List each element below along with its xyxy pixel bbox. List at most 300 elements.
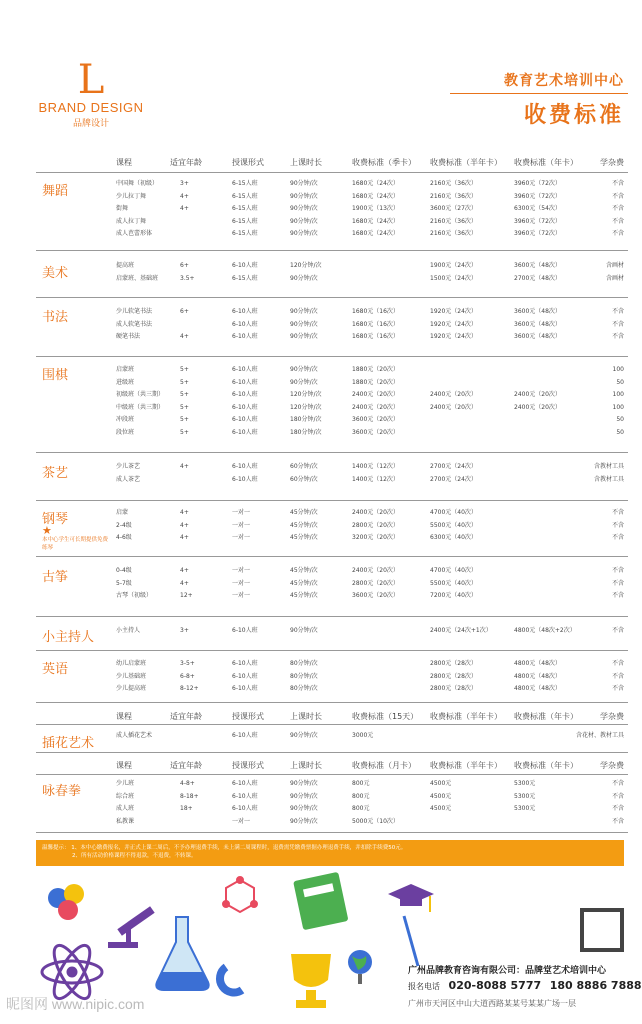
table-cell: 1400元（12次） (352, 475, 399, 483)
table-cell: 一对一 (232, 509, 251, 516)
tips-banner (36, 840, 624, 866)
table-cell: 6-10人班 (232, 308, 258, 315)
table-cell: 不含 (611, 592, 624, 600)
graduation-cap-icon (386, 880, 436, 970)
table-cell: 6-10人班 (232, 333, 258, 341)
table-cell: 少儿提高班 (116, 685, 147, 693)
table-cell: 1680元（16次） (352, 320, 399, 328)
table-cell: 50 (616, 416, 624, 424)
table-cell: 3+ (180, 627, 189, 634)
table-cell: 120分钟/次 (290, 391, 322, 399)
table-cell: 启蒙 (116, 509, 129, 516)
table-cell: 4+ (180, 192, 189, 200)
table-cell: 不含 (611, 192, 624, 200)
table-cell: 4-8+ (180, 780, 195, 787)
table-cell: 不含 (611, 627, 624, 634)
table-cell: 2400元（20次） (352, 391, 399, 399)
table-cell: 2400元（20次） (352, 567, 399, 574)
page-title: 收费标准 (523, 103, 624, 128)
table-cell: 1900元（24次） (430, 262, 477, 269)
table-cell: 2800元（28次） (430, 660, 477, 667)
table-cell: 800元 (352, 780, 370, 787)
table-cell: 2-4级 (116, 521, 132, 529)
table-cell: 4700元（40次） (430, 567, 477, 574)
table-cell: 1680元（24次） (352, 180, 399, 187)
molecule-icon (48, 884, 84, 920)
column-header: 收费标准（半年卡） (430, 158, 502, 167)
category-label: 美术 (42, 266, 69, 281)
table-cell: 45分钟/次 (290, 567, 318, 574)
table-cell: 5+ (180, 391, 189, 399)
table-cell: 6-15人班 (232, 192, 258, 200)
column-header: 收费标准（年卡） (514, 158, 578, 167)
table-cell: 45分钟/次 (290, 509, 318, 516)
table-cell: 90分钟/次 (290, 780, 318, 787)
table-cell: 1920元（24次） (430, 308, 477, 315)
brand-logo (36, 57, 146, 129)
table-cell: 50 (616, 378, 624, 386)
table-cell: 90分钟/次 (290, 308, 318, 315)
table-cell: 成人芭蕾形体 (116, 230, 153, 238)
table-cell: 2400元（20次） (514, 391, 561, 399)
category-label: 插花艺术 (42, 736, 95, 751)
table-cell: 3600元（27次） (430, 205, 477, 213)
hexagon-molecule-icon (223, 877, 257, 912)
table-cell: 1680元（24次） (352, 230, 399, 238)
table-cell: 成人插花艺术 (116, 732, 153, 739)
table-cell: 6-15人班 (232, 205, 258, 213)
table-cell: 6+ (180, 262, 189, 269)
table-cell: 硬笔书法 (116, 333, 141, 341)
table-cell: 2700元（24次） (430, 463, 477, 470)
table-cell: 800元 (352, 792, 370, 800)
column-header: 收费标准（年卡） (514, 712, 578, 721)
section-divider (36, 650, 628, 651)
table-cell: 90分钟/次 (290, 805, 318, 813)
table-cell: 6-10人班 (232, 660, 258, 667)
table-cell: 120分钟/次 (290, 262, 322, 269)
table-cell: 4+ (180, 463, 189, 470)
table-cell: 4500元 (430, 805, 452, 813)
table-cell: 5300元 (514, 792, 536, 800)
table-cell: 60分钟/次 (290, 475, 318, 483)
column-header: 授课形式 (232, 158, 264, 167)
footer-company: 广州品牌教育咨询有限公司：品牌堂艺术培训中心 (408, 966, 607, 976)
table-cell: 8-12+ (180, 685, 199, 693)
table-cell: 90分钟/次 (290, 792, 318, 800)
table-cell: 6-10人班 (232, 429, 258, 436)
table-cell: 不含 (611, 320, 624, 328)
table-cell: 80分钟/次 (290, 685, 318, 693)
table-cell: 不含 (611, 579, 624, 587)
table-cell: 3-5+ (180, 660, 195, 667)
table-cell: 4800元（48次） (514, 685, 561, 693)
section-divider (36, 297, 628, 298)
header-divider (36, 724, 628, 725)
table-cell: 50 (616, 429, 624, 436)
table-cell: 3600元（20次） (352, 429, 399, 436)
table-cell: 启蒙班 (116, 366, 135, 373)
category-label: 英语 (42, 662, 69, 677)
table-cell: 2800元（20次） (352, 579, 399, 587)
table-cell: 5-7级 (116, 579, 132, 587)
category-label: 茶艺 (42, 466, 69, 481)
table-cell: 90分钟/次 (290, 320, 318, 328)
table-cell: 2400元（24次+1次） (430, 627, 492, 634)
table-cell: 5+ (180, 378, 189, 386)
table-cell: 不含 (611, 217, 624, 225)
table-cell: 含画材 (605, 274, 624, 282)
column-header: 收费标准（15天） (352, 712, 419, 721)
column-header: 适宜年龄 (170, 158, 202, 167)
table-cell: 不含 (611, 509, 624, 516)
column-header: 上课时长 (290, 712, 322, 721)
brand-name: BRAND DESIGN (38, 100, 144, 115)
header-divider (450, 93, 628, 94)
section-divider (36, 500, 628, 501)
table-cell: 7200元（40次） (430, 592, 477, 600)
table-cell: 5000元（10次） (352, 817, 399, 825)
table-cell: 4500元 (430, 792, 452, 800)
table-cell: 6-10人班 (232, 391, 258, 399)
table-cell: 80分钟/次 (290, 660, 318, 667)
table-cell: 6-10人班 (232, 685, 258, 693)
table-cell: 45分钟/次 (290, 534, 318, 542)
table-cell: 一对一 (232, 579, 251, 587)
table-cell: 初级班（共三期） (116, 391, 165, 399)
table-cell: 不含 (611, 780, 624, 787)
table-cell: 不含 (611, 534, 624, 542)
table-cell: 4-6级 (116, 534, 132, 542)
table-cell: 1680元（24次） (352, 192, 399, 200)
table-cell: 2400元（20次） (352, 403, 399, 411)
table-cell: 4800元（48次） (514, 660, 561, 667)
table-cell: 90分钟/次 (290, 205, 318, 213)
table-cell: 一对一 (232, 534, 251, 542)
table-cell: 成人拉丁舞 (116, 217, 147, 225)
table-cell: 2160元（36次） (430, 192, 477, 200)
table-cell: 冲段班 (116, 416, 135, 424)
table-cell: 不含 (611, 180, 624, 187)
table-cell: 90分钟/次 (290, 180, 318, 187)
table-cell: 90分钟/次 (290, 333, 318, 341)
column-header: 学杂费 (600, 761, 624, 770)
table-cell: 6-10人班 (232, 262, 258, 269)
table-cell: 不含 (611, 817, 624, 825)
table-cell: 3+ (180, 180, 189, 187)
table-cell: 180分钟/次 (290, 429, 322, 436)
table-cell: 成人茶艺 (116, 475, 141, 483)
table-cell: 1880元（20次） (352, 378, 399, 386)
column-header: 授课形式 (232, 761, 264, 770)
column-header: 收费标准（年卡） (514, 761, 578, 770)
category-label: 书法 (42, 310, 69, 325)
table-cell: 1680元（24次） (352, 217, 399, 225)
table-cell: 6-15人班 (232, 230, 258, 238)
table-cell: 6-10人班 (232, 320, 258, 328)
footer-phone (408, 979, 642, 992)
table-cell: 90分钟/次 (290, 366, 318, 373)
table-cell: 1920元（24次） (430, 320, 477, 328)
category-label: 钢琴 (42, 512, 69, 527)
table-cell: 私教课 (116, 817, 135, 825)
table-cell: 4800元（48次） (514, 672, 561, 680)
table-cell: 6-10人班 (232, 463, 258, 470)
category-label: 小主持人 (42, 630, 95, 645)
table-cell: 不含 (611, 685, 624, 693)
column-header: 收费标准（季卡） (352, 158, 416, 167)
table-cell: 100 (612, 366, 624, 373)
table-cell: 3200元（20次） (352, 534, 399, 542)
table-cell: 3960元（72次） (514, 180, 561, 187)
table-cell: 一对一 (232, 521, 251, 529)
magnet-icon (220, 967, 242, 993)
table-cell: 4+ (180, 567, 189, 574)
table-cell: 提高班 (116, 262, 135, 269)
table-cell: 不含 (611, 672, 624, 680)
table-cell: 100 (612, 403, 624, 411)
table-cell: 1920元（24次） (430, 333, 477, 341)
table-cell: 1680元（16次） (352, 308, 399, 315)
column-header: 适宜年龄 (170, 761, 202, 770)
table-cell: 45分钟/次 (290, 521, 318, 529)
table-cell: 4+ (180, 205, 189, 213)
table-cell: 2400元（20次） (430, 391, 477, 399)
table-cell: 2160元（36次） (430, 180, 477, 187)
section-divider (36, 356, 628, 357)
section-divider (36, 556, 628, 557)
table-cell: 2160元（36次） (430, 217, 477, 225)
table-cell: 3000元 (352, 732, 374, 739)
header-divider (36, 774, 628, 775)
center-name: 教育艺术培训中心 (504, 73, 624, 89)
table-cell: 2400元（20次） (514, 403, 561, 411)
table-cell: 1500元（24次） (430, 274, 477, 282)
table-cell: 6-10人班 (232, 403, 258, 411)
qr-code (580, 908, 624, 952)
table-cell: 6-10人班 (232, 780, 258, 787)
table-cell: 180分钟/次 (290, 416, 322, 424)
microscope-icon (108, 906, 155, 948)
table-cell: 90分钟/次 (290, 627, 318, 634)
table-cell: 2700元（48次） (514, 274, 561, 282)
table-cell: 少儿软笔书法 (116, 308, 153, 315)
table-cell: 启蒙班、基础班 (116, 274, 159, 282)
column-header: 收费标准（月卡） (352, 761, 416, 770)
table-cell: 6-10人班 (232, 366, 258, 373)
table-cell: 90分钟/次 (290, 230, 318, 238)
header-divider (36, 172, 628, 173)
table-cell: 3960元（72次） (514, 217, 561, 225)
table-cell: 3600元（48次） (514, 262, 561, 269)
table-cell: 800元 (352, 805, 370, 813)
phone-number-2: 180 8886 7888 (549, 979, 642, 992)
brand-letter: L (77, 57, 105, 103)
table-cell: 中国舞（初级） (116, 180, 159, 187)
flask-icon (156, 917, 208, 990)
table-cell: 进级班 (116, 378, 135, 386)
section-divider (36, 752, 628, 753)
table-cell: 90分钟/次 (290, 732, 318, 739)
table-cell: 不含 (611, 792, 624, 800)
table-cell: 6300元（40次） (430, 534, 477, 542)
table-cell: 2160元（36次） (430, 230, 477, 238)
table-cell: 0-4级 (116, 567, 132, 574)
table-cell: 不含 (611, 230, 624, 238)
table-cell: 一对一 (232, 817, 251, 825)
table-cell: 4+ (180, 534, 189, 542)
watermark: 昵图网 www.nipic.com (6, 996, 145, 1012)
table-cell: 90分钟/次 (290, 217, 318, 225)
section-divider (36, 250, 628, 251)
table-cell: 1900元（13次） (352, 205, 399, 213)
table-cell: 含花材、教材工具 (575, 732, 624, 739)
column-header: 学杂费 (600, 712, 624, 721)
table-cell: 1880元（20次） (352, 366, 399, 373)
table-cell: 2700元（24次） (430, 475, 477, 483)
table-cell: 不含 (611, 333, 624, 341)
tip-line: 2、所有活动价格课程不得退款，不退费，不转课。 (72, 853, 197, 859)
table-cell: 成人软笔书法 (116, 320, 153, 328)
table-cell: 不含 (611, 660, 624, 667)
table-cell: 5+ (180, 403, 189, 411)
table-cell: 一对一 (232, 567, 251, 574)
table-cell: 含画材 (605, 262, 624, 269)
table-cell: 60分钟/次 (290, 463, 318, 470)
table-cell: 3600元（48次） (514, 308, 561, 315)
table-cell: 6+ (180, 308, 189, 315)
section-divider (36, 832, 628, 833)
brand-subtitle: 品牌设计 (72, 119, 109, 129)
column-header: 课程 (116, 761, 132, 770)
table-cell: 3600元（48次） (514, 320, 561, 328)
phone-number-1: 020-8088 5777 (448, 979, 542, 992)
table-cell: 2400元（20次） (430, 403, 477, 411)
table-cell: 段位班 (116, 429, 135, 436)
table-cell: 含教材工具 (593, 463, 624, 470)
table-cell: 街舞 (116, 205, 129, 213)
table-cell: 1400元（12次） (352, 463, 399, 470)
book-icon (293, 872, 348, 930)
table-cell: 2800元（28次） (430, 685, 477, 693)
table-cell: 3600元（20次） (352, 592, 399, 600)
table-cell: 含教材工具 (593, 475, 624, 483)
table-cell: 6300元（54次） (514, 205, 561, 213)
table-cell: 4+ (180, 333, 189, 341)
tip-line: 温馨提示： 1、本中心缴费报名，并正式上课二周后，不予办理退费手续，未上满二周课程时，退费需凭缴费票据办理退费手续，并扣除手续费50元。 (42, 845, 407, 851)
table-cell: 5300元 (514, 805, 536, 813)
column-header: 课程 (116, 712, 132, 721)
table-cell: 4800元（48次+2次） (514, 627, 576, 634)
table-cell: 100 (612, 391, 624, 399)
table-cell: 不含 (611, 521, 624, 529)
table-cell: 8-18+ (180, 792, 199, 800)
table-cell: 不含 (611, 308, 624, 315)
star-icon: ★ (42, 524, 52, 537)
table-cell: 12+ (180, 592, 193, 600)
table-cell: 古琴（初级） (116, 592, 153, 600)
table-cell: 6-10人班 (232, 805, 258, 813)
globe-icon (348, 950, 372, 984)
table-cell: 3960元（72次） (514, 192, 561, 200)
table-cell: 少儿基础班 (116, 672, 147, 680)
table-cell: 6-10人班 (232, 672, 258, 680)
trophy-icon (291, 954, 331, 1008)
table-cell: 不含 (611, 567, 624, 574)
table-cell: 2800元（20次） (352, 521, 399, 529)
table-cell: 80分钟/次 (290, 672, 318, 680)
table-cell: 成人班 (116, 805, 135, 813)
column-header: 课程 (116, 158, 132, 167)
footer-address: 广州市天河区中山大道西路某某号某某广场一层 (408, 999, 576, 1008)
table-cell: 90分钟/次 (290, 378, 318, 386)
table-cell: 5+ (180, 366, 189, 373)
table-cell: 6-10人班 (232, 416, 258, 424)
table-cell: 不含 (611, 805, 624, 813)
table-cell: 6-10人班 (232, 475, 258, 483)
table-cell: 6-10人班 (232, 732, 258, 739)
table-cell: 18+ (180, 805, 193, 813)
table-cell: 幼儿启蒙班 (116, 660, 147, 667)
table-cell: 6-15人班 (232, 180, 258, 187)
category-label: 围棋 (42, 368, 69, 383)
table-cell: 3.5+ (180, 274, 195, 282)
table-cell: 中级班（共三期） (116, 403, 165, 411)
table-cell: 少儿班 (116, 780, 135, 787)
column-header: 授课形式 (232, 712, 264, 721)
table-cell: 45分钟/次 (290, 579, 318, 587)
category-note: 本中心学生可长期提供免费练琴 (42, 537, 109, 551)
table-cell: 3600元（20次） (352, 416, 399, 424)
column-header: 收费标准（半年卡） (430, 712, 502, 721)
table-cell: 6-10人班 (232, 792, 258, 800)
table-cell: 2800元（28次） (430, 672, 477, 680)
table-cell: 4500元 (430, 780, 452, 787)
table-cell: 6-15人班 (232, 274, 258, 282)
table-cell: 不含 (611, 205, 624, 213)
table-cell: 5+ (180, 429, 189, 436)
column-header: 收费标准（半年卡） (430, 761, 502, 770)
table-cell: 6-10人班 (232, 378, 258, 386)
table-cell: 5+ (180, 416, 189, 424)
table-cell: 6-10人班 (232, 627, 258, 634)
table-cell: 120分钟/次 (290, 403, 322, 411)
category-label: 咏春拳 (42, 784, 82, 799)
column-header: 适宜年龄 (170, 712, 202, 721)
phone-label: 报名电话 (408, 982, 440, 991)
category-label: 舞蹈 (42, 184, 69, 199)
table-cell: 少儿茶艺 (116, 463, 141, 470)
category-label: 古筝 (42, 570, 69, 585)
table-cell: 4700元（40次） (430, 509, 477, 516)
table-cell: 90分钟/次 (290, 274, 318, 282)
table-cell: 小主持人 (116, 627, 141, 634)
column-header: 上课时长 (290, 158, 322, 167)
table-cell: 综合班 (116, 792, 135, 800)
column-header: 学杂费 (600, 158, 624, 167)
table-cell: 6-8+ (180, 672, 195, 680)
table-cell: 4+ (180, 521, 189, 529)
table-cell: 90分钟/次 (290, 817, 318, 825)
table-cell: 5300元 (514, 780, 536, 787)
section-divider (36, 702, 628, 703)
table-cell: 4+ (180, 579, 189, 587)
table-cell: 6-15人班 (232, 217, 258, 225)
table-cell: 3600元（48次） (514, 333, 561, 341)
table-cell: 少儿拉丁舞 (116, 192, 147, 200)
table-cell: 5500元（40次） (430, 521, 477, 529)
table-cell: 5500元（40次） (430, 579, 477, 587)
